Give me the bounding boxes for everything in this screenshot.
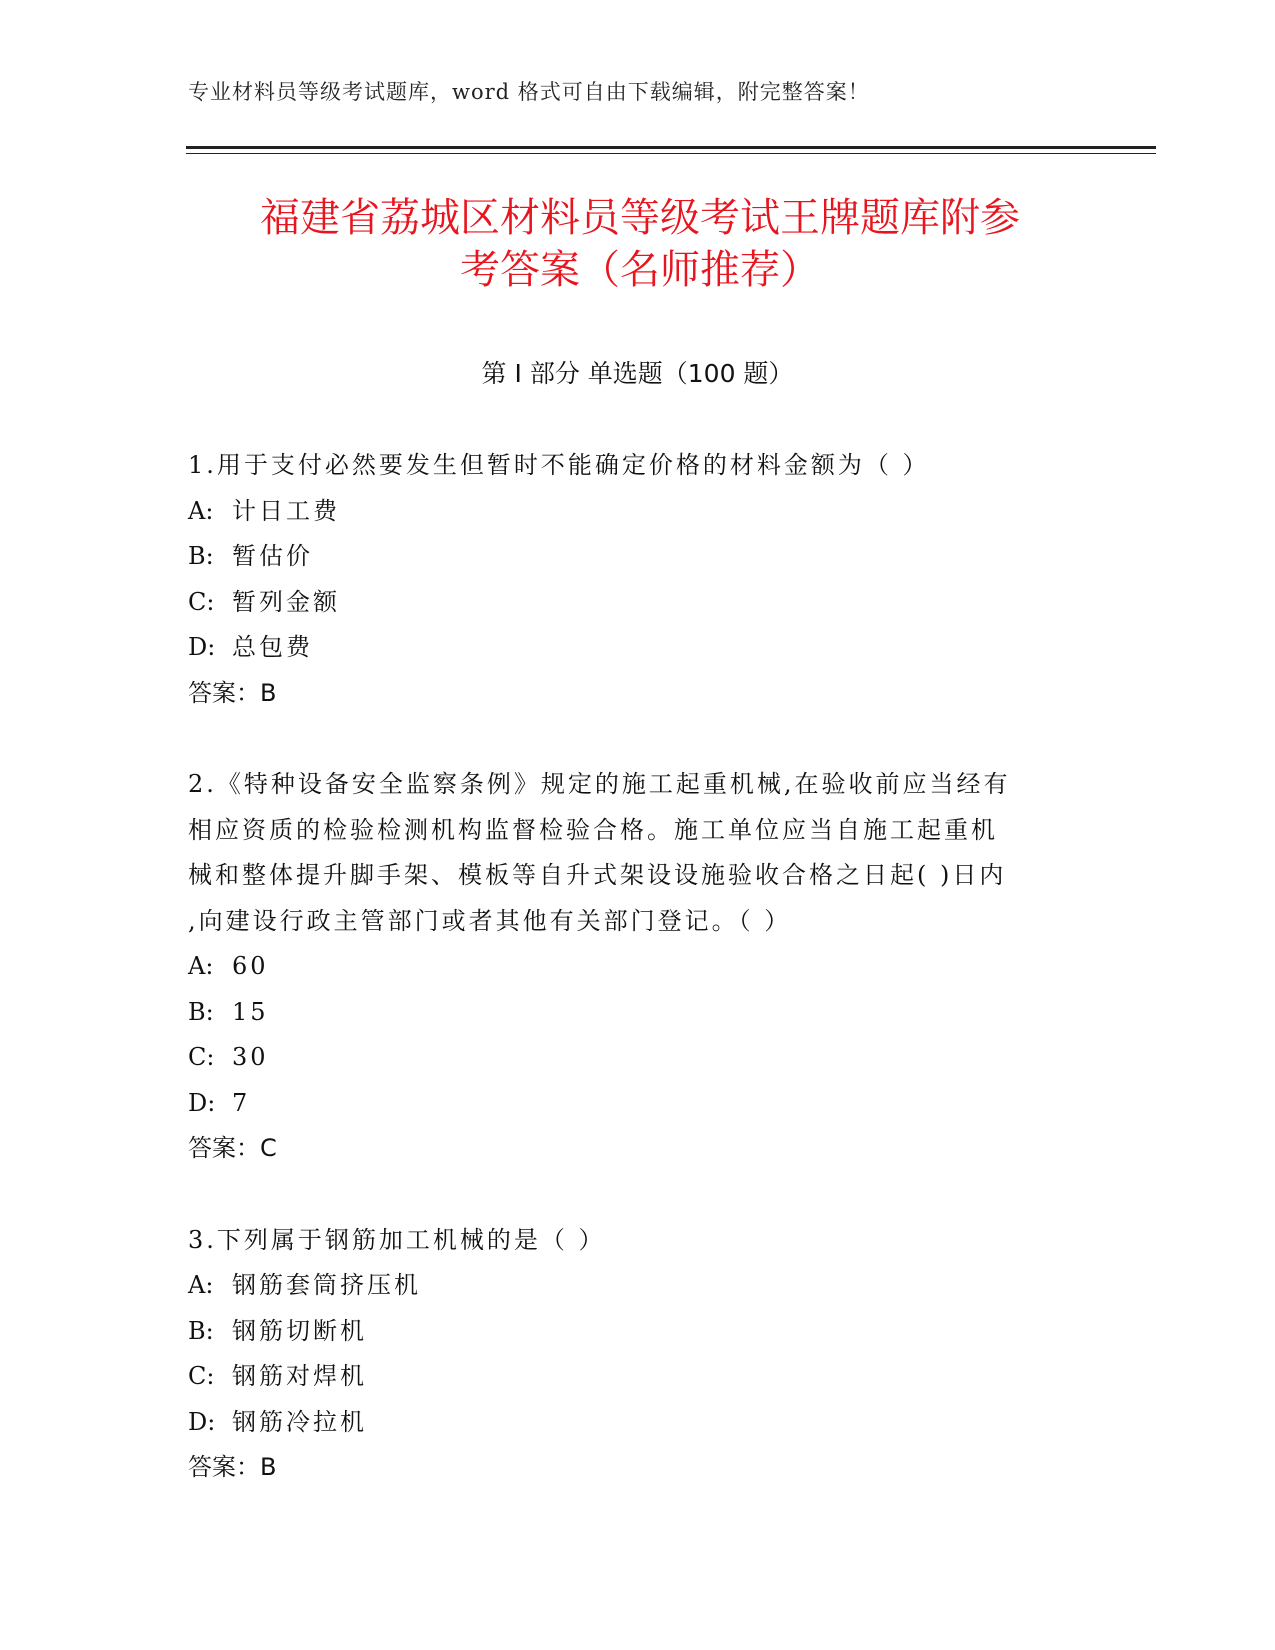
option-d (188, 1400, 1088, 1446)
question-list (188, 443, 1088, 1537)
question-text-line: 2.《特种设备安全监察条例》规定的施工起重机械,在验收前应当经有 (188, 770, 1011, 798)
option-text: 计日工费 (232, 496, 340, 525)
question-text: 3.下列属于钢筋加工机械的是（ ） (188, 1225, 606, 1254)
option-text: 总包费 (232, 633, 313, 661)
option-key: A: (188, 952, 214, 980)
document-title-line-2: 考答案（名师推荐） (460, 247, 820, 293)
option-text: 暂列金额 (232, 587, 340, 616)
option-text: 钢筋冷拉机 (232, 1407, 367, 1436)
option-text: 30 (232, 1043, 269, 1071)
option-c (188, 1354, 1088, 1400)
option-key: D: (188, 1088, 216, 1117)
option-c (188, 1035, 1088, 1081)
section-title: 第 I 部分 单选题（100 题） (481, 359, 794, 388)
option-key: C: (188, 587, 215, 616)
option-d (188, 625, 1088, 671)
option-key: B: (188, 1316, 214, 1345)
question-text: 1.用于支付必然要发生但暂时不能确定价格的材料金额为（ ） (188, 451, 930, 479)
option-key: C: (188, 1043, 215, 1071)
option-text: 钢筋套筒挤压机 (232, 1271, 421, 1299)
option-key: B: (188, 997, 214, 1026)
option-text: 钢筋切断机 (232, 1316, 367, 1345)
option-text: 7 (232, 1088, 251, 1117)
option-key: C: (188, 1362, 215, 1390)
question-2 (188, 762, 1088, 1172)
header-note: 专业材料员等级考试题库，word 格式可自由下载编辑，附完整答案！ (188, 80, 870, 104)
question-text-line: ,向建设行政主管部门或者其他有关部门登记。（ ） (188, 906, 792, 935)
answer: 答案：B (188, 1453, 277, 1481)
option-text: 60 (232, 952, 269, 980)
header-divider-thick (186, 146, 1156, 149)
option-a (188, 944, 1088, 990)
option-text: 暂估价 (232, 542, 313, 570)
option-b (188, 1309, 1088, 1355)
option-key: B: (188, 542, 214, 570)
option-key: A: (188, 1271, 214, 1299)
option-text: 15 (232, 997, 269, 1026)
option-key: A: (188, 496, 214, 525)
option-b (188, 990, 1088, 1036)
question-text-line: 相应资质的检验检测机构监督检验合格。施工单位应当自施工起重机 (188, 815, 998, 844)
option-key: D: (188, 633, 216, 661)
option-c (188, 580, 1088, 626)
question-text-line: 械和整体提升脚手架、模板等自升式架设设施验收合格之日起( )日内 (188, 861, 1007, 889)
header-divider-thin (186, 153, 1156, 154)
question-3 (188, 1218, 1088, 1491)
question-1 (188, 443, 1088, 716)
answer: 答案：C (188, 1134, 277, 1162)
option-a (188, 489, 1088, 535)
answer: 答案：B (188, 678, 277, 707)
document-title (160, 192, 1120, 296)
option-key: D: (188, 1407, 216, 1436)
option-b (188, 534, 1088, 580)
option-d (188, 1081, 1088, 1127)
option-text: 钢筋对焊机 (232, 1362, 367, 1390)
option-a (188, 1263, 1088, 1309)
document-title-line-1: 福建省荔城区材料员等级考试王牌题库附参 (260, 195, 1020, 241)
